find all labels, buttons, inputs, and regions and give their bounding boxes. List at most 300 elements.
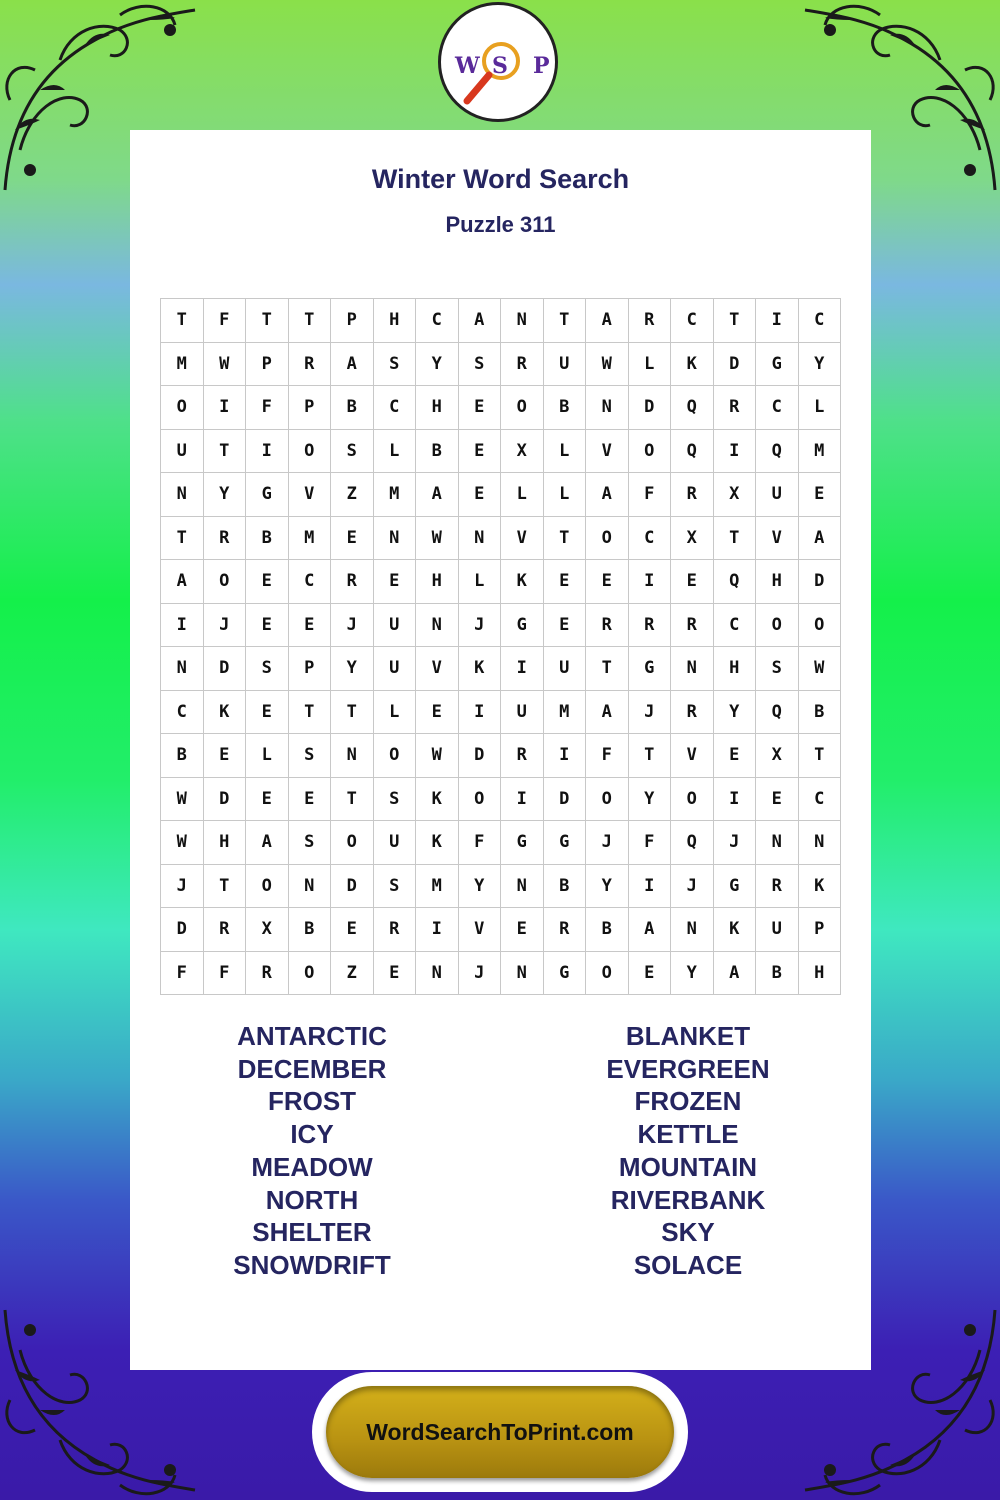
grid-cell[interactable]: D	[543, 777, 586, 821]
grid-row	[161, 690, 841, 734]
grid-row	[161, 603, 841, 647]
grid-cell[interactable]: E	[458, 473, 501, 517]
grid-cell[interactable]: O	[373, 734, 416, 778]
grid-cell[interactable]: Q	[756, 429, 799, 473]
grid-cell[interactable]: X	[713, 473, 756, 517]
grid-cell[interactable]: J	[458, 951, 501, 995]
grid-cell[interactable]: T	[288, 299, 331, 343]
grid-cell[interactable]: A	[246, 821, 289, 865]
grid-cell[interactable]: T	[543, 299, 586, 343]
grid-cell[interactable]: N	[288, 864, 331, 908]
grid-cell[interactable]: T	[713, 516, 756, 560]
grid-cell[interactable]: B	[543, 864, 586, 908]
grid-cell[interactable]: E	[373, 951, 416, 995]
grid-cell[interactable]: B	[246, 516, 289, 560]
grid-cell[interactable]: T	[543, 516, 586, 560]
word-list-item: RIVERBANK	[610, 1184, 766, 1215]
grid-cell[interactable]: R	[671, 690, 714, 734]
grid-cell[interactable]: O	[203, 560, 246, 604]
grid-cell[interactable]: T	[798, 734, 841, 778]
grid-cell[interactable]: Q	[671, 821, 714, 865]
word-list-item: SOLACE	[633, 1249, 743, 1280]
grid-cell[interactable]: N	[161, 647, 204, 691]
grid-cell[interactable]: B	[288, 908, 331, 952]
grid-cell[interactable]: D	[331, 864, 374, 908]
grid-cell[interactable]: U	[756, 908, 799, 952]
grid-cell[interactable]: E	[246, 560, 289, 604]
grid-cell[interactable]: M	[288, 516, 331, 560]
grid-cell[interactable]: E	[458, 386, 501, 430]
grid-cell[interactable]: G	[246, 473, 289, 517]
word-list-item: SNOWDRIFT	[233, 1249, 391, 1280]
grid-cell[interactable]: E	[543, 603, 586, 647]
grid-cell[interactable]: P	[798, 908, 841, 952]
logo-letter-s: S	[492, 53, 508, 79]
grid-cell[interactable]: F	[246, 386, 289, 430]
grid-cell[interactable]: S	[756, 647, 799, 691]
grid-cell[interactable]: U	[501, 690, 544, 734]
grid-cell[interactable]: I	[246, 429, 289, 473]
grid-cell[interactable]: N	[416, 951, 459, 995]
grid-cell[interactable]: Q	[671, 429, 714, 473]
grid-row	[161, 734, 841, 778]
letter-grid	[160, 298, 841, 995]
grid-cell[interactable]: I	[713, 429, 756, 473]
grid-cell[interactable]: D	[203, 647, 246, 691]
grid-cell[interactable]: F	[628, 821, 671, 865]
grid-row	[161, 299, 841, 343]
grid-cell[interactable]: I	[628, 560, 671, 604]
grid-cell[interactable]: X	[246, 908, 289, 952]
grid-cell[interactable]: N	[501, 951, 544, 995]
grid-row	[161, 473, 841, 517]
grid-cell[interactable]: J	[628, 690, 671, 734]
grid-cell[interactable]: A	[628, 908, 671, 952]
grid-cell[interactable]: R	[543, 908, 586, 952]
word-list-item: ANTARCTIC	[237, 1021, 387, 1051]
grid-cell[interactable]: P	[288, 386, 331, 430]
grid-cell[interactable]: H	[373, 299, 416, 343]
grid-cell[interactable]: W	[203, 342, 246, 386]
grid-cell[interactable]: T	[713, 299, 756, 343]
website-link-button[interactable]: WordSearchToPrint.com	[326, 1386, 674, 1478]
grid-row	[161, 647, 841, 691]
grid-cell[interactable]: K	[203, 690, 246, 734]
word-list-item: ICY	[290, 1119, 334, 1150]
grid-cell[interactable]: T	[628, 734, 671, 778]
grid-cell[interactable]: X	[671, 516, 714, 560]
grid-cell[interactable]: O	[246, 864, 289, 908]
grid-cell[interactable]: A	[586, 473, 629, 517]
grid-cell[interactable]: E	[203, 734, 246, 778]
grid-cell[interactable]: S	[288, 821, 331, 865]
grid-cell[interactable]: Y	[586, 864, 629, 908]
grid-cell[interactable]: O	[586, 951, 629, 995]
grid-cell[interactable]: E	[246, 777, 289, 821]
grid-cell[interactable]: R	[501, 734, 544, 778]
grid-cell[interactable]: O	[671, 777, 714, 821]
grid-cell[interactable]: T	[203, 864, 246, 908]
grid-cell[interactable]: F	[458, 821, 501, 865]
grid-cell[interactable]: F	[586, 734, 629, 778]
grid-cell[interactable]: J	[671, 864, 714, 908]
grid-cell[interactable]: S	[373, 342, 416, 386]
grid-row	[161, 777, 841, 821]
grid-cell[interactable]: I	[416, 908, 459, 952]
grid-cell[interactable]: H	[756, 560, 799, 604]
grid-cell[interactable]: L	[373, 690, 416, 734]
grid-cell[interactable]: C	[288, 560, 331, 604]
grid-cell[interactable]: N	[458, 516, 501, 560]
grid-cell[interactable]: A	[586, 299, 629, 343]
grid-cell[interactable]: L	[628, 342, 671, 386]
grid-cell[interactable]: E	[713, 734, 756, 778]
word-list-item: NORTH	[265, 1184, 359, 1215]
grid-cell[interactable]: R	[628, 603, 671, 647]
grid-cell[interactable]: E	[331, 908, 374, 952]
grid-cell[interactable]: N	[373, 516, 416, 560]
grid-cell[interactable]: C	[713, 603, 756, 647]
grid-cell[interactable]: L	[246, 734, 289, 778]
grid-cell[interactable]: A	[713, 951, 756, 995]
grid-cell[interactable]: T	[203, 429, 246, 473]
grid-cell[interactable]: W	[798, 647, 841, 691]
grid-cell[interactable]: E	[501, 908, 544, 952]
grid-cell[interactable]: J	[586, 821, 629, 865]
grid-cell[interactable]: N	[501, 864, 544, 908]
grid-cell[interactable]: R	[331, 560, 374, 604]
word-list-item: MEADOW	[251, 1151, 373, 1182]
grid-cell[interactable]: U	[373, 647, 416, 691]
grid-cell[interactable]: I	[543, 734, 586, 778]
grid-row	[161, 864, 841, 908]
grid-cell[interactable]: Q	[756, 690, 799, 734]
grid-cell[interactable]: N	[671, 647, 714, 691]
grid-cell[interactable]: I	[628, 864, 671, 908]
grid-cell[interactable]: R	[203, 516, 246, 560]
puzzle-title: Winter Word Search	[371, 164, 630, 194]
grid-cell[interactable]: I	[458, 690, 501, 734]
grid-cell[interactable]: Y	[203, 473, 246, 517]
grid-cell[interactable]: J	[203, 603, 246, 647]
grid-cell[interactable]: R	[756, 864, 799, 908]
grid-cell[interactable]: S	[373, 777, 416, 821]
grid-cell[interactable]: E	[756, 777, 799, 821]
grid-cell[interactable]: C	[798, 299, 841, 343]
grid-cell[interactable]: H	[416, 386, 459, 430]
grid-cell[interactable]: M	[373, 473, 416, 517]
grid-cell[interactable]: F	[628, 473, 671, 517]
grid-cell[interactable]: Z	[331, 951, 374, 995]
grid-cell[interactable]: C	[798, 777, 841, 821]
grid-cell[interactable]: U	[161, 429, 204, 473]
grid-cell[interactable]: P	[246, 342, 289, 386]
grid-cell[interactable]: H	[416, 560, 459, 604]
grid-row	[161, 951, 841, 995]
grid-cell[interactable]: I	[203, 386, 246, 430]
grid-cell[interactable]: I	[756, 299, 799, 343]
grid-cell[interactable]: C	[161, 690, 204, 734]
grid-cell[interactable]: K	[416, 821, 459, 865]
grid-cell[interactable]: O	[501, 386, 544, 430]
grid-cell[interactable]: R	[713, 386, 756, 430]
grid-cell[interactable]: R	[628, 299, 671, 343]
grid-cell[interactable]: G	[543, 821, 586, 865]
grid-cell[interactable]: Y	[671, 951, 714, 995]
grid-cell[interactable]: E	[331, 516, 374, 560]
grid-cell[interactable]: E	[373, 560, 416, 604]
grid-cell[interactable]: E	[543, 560, 586, 604]
grid-cell[interactable]: W	[416, 516, 459, 560]
grid-cell[interactable]: Y	[628, 777, 671, 821]
grid-cell[interactable]: F	[203, 951, 246, 995]
grid-cell[interactable]: H	[713, 647, 756, 691]
grid-cell[interactable]: T	[331, 690, 374, 734]
grid-cell[interactable]: K	[713, 908, 756, 952]
grid-cell[interactable]: H	[798, 951, 841, 995]
grid-cell[interactable]: B	[543, 386, 586, 430]
grid-cell[interactable]: C	[373, 386, 416, 430]
grid-cell[interactable]: S	[373, 864, 416, 908]
grid-cell[interactable]: O	[458, 777, 501, 821]
grid-cell[interactable]: E	[628, 951, 671, 995]
grid-cell[interactable]: E	[246, 690, 289, 734]
grid-cell[interactable]: G	[756, 342, 799, 386]
grid-cell[interactable]: L	[543, 473, 586, 517]
grid-cell[interactable]: N	[586, 386, 629, 430]
grid-cell[interactable]: V	[501, 516, 544, 560]
grid-cell[interactable]: D	[713, 342, 756, 386]
grid-cell[interactable]: O	[161, 386, 204, 430]
grid-cell[interactable]: T	[161, 516, 204, 560]
word-list-left-column	[162, 1020, 462, 1282]
grid-cell[interactable]: R	[586, 603, 629, 647]
word-list-item: DECEMBER	[237, 1053, 387, 1084]
grid-cell[interactable]: O	[331, 821, 374, 865]
grid-cell[interactable]: A	[161, 560, 204, 604]
grid-cell[interactable]: Y	[331, 647, 374, 691]
grid-cell[interactable]: J	[161, 864, 204, 908]
grid-cell[interactable]: I	[501, 647, 544, 691]
grid-cell[interactable]: N	[671, 908, 714, 952]
grid-cell[interactable]: T	[586, 647, 629, 691]
word-list-item: MOUNTAIN	[618, 1151, 758, 1182]
grid-cell[interactable]: E	[288, 603, 331, 647]
grid-cell[interactable]: R	[373, 908, 416, 952]
grid-cell[interactable]: C	[416, 299, 459, 343]
grid-cell[interactable]: R	[288, 342, 331, 386]
grid-cell[interactable]: G	[501, 603, 544, 647]
grid-row	[161, 821, 841, 865]
grid-cell[interactable]: W	[586, 342, 629, 386]
grid-cell[interactable]: K	[798, 864, 841, 908]
grid-cell[interactable]: A	[416, 473, 459, 517]
grid-cell[interactable]: G	[628, 647, 671, 691]
grid-cell[interactable]: C	[756, 386, 799, 430]
grid-cell[interactable]: J	[713, 821, 756, 865]
puzzle-card	[130, 130, 871, 1370]
grid-cell[interactable]: K	[458, 647, 501, 691]
grid-cell[interactable]: N	[161, 473, 204, 517]
grid-cell[interactable]: B	[586, 908, 629, 952]
grid-cell[interactable]: P	[331, 299, 374, 343]
grid-cell[interactable]: V	[458, 908, 501, 952]
grid-cell[interactable]: X	[501, 429, 544, 473]
grid-cell[interactable]: K	[671, 342, 714, 386]
grid-cell[interactable]: U	[543, 647, 586, 691]
grid-cell[interactable]: L	[798, 386, 841, 430]
grid-cell[interactable]: N	[756, 821, 799, 865]
grid-cell[interactable]: E	[416, 690, 459, 734]
grid-cell[interactable]: Y	[458, 864, 501, 908]
grid-cell[interactable]: S	[458, 342, 501, 386]
grid-cell[interactable]: E	[458, 429, 501, 473]
grid-cell[interactable]: D	[161, 908, 204, 952]
grid-cell[interactable]: T	[246, 299, 289, 343]
wsp-logo[interactable]	[438, 2, 558, 122]
grid-cell[interactable]: M	[543, 690, 586, 734]
grid-cell[interactable]: N	[501, 299, 544, 343]
word-list-item: FROST	[267, 1086, 357, 1117]
grid-cell[interactable]: T	[288, 690, 331, 734]
grid-cell[interactable]: T	[161, 299, 204, 343]
grid-cell[interactable]: G	[543, 951, 586, 995]
grid-cell[interactable]: Y	[416, 342, 459, 386]
grid-cell[interactable]: P	[288, 647, 331, 691]
grid-cell[interactable]: I	[501, 777, 544, 821]
word-list-item: EVERGREEN	[606, 1053, 770, 1084]
grid-cell[interactable]: A	[331, 342, 374, 386]
grid-row	[161, 342, 841, 386]
grid-cell[interactable]: E	[671, 560, 714, 604]
footer-badge	[312, 1372, 688, 1492]
grid-cell[interactable]: N	[416, 603, 459, 647]
grid-row	[161, 908, 841, 952]
grid-cell[interactable]: M	[416, 864, 459, 908]
grid-cell[interactable]: L	[458, 560, 501, 604]
grid-cell[interactable]: B	[756, 951, 799, 995]
grid-cell[interactable]: F	[203, 299, 246, 343]
grid-cell[interactable]: O	[628, 429, 671, 473]
grid-cell[interactable]: B	[331, 386, 374, 430]
word-list-item: KETTLE	[637, 1119, 739, 1150]
grid-cell[interactable]: B	[161, 734, 204, 778]
grid-cell[interactable]: C	[628, 516, 671, 560]
grid-cell[interactable]: R	[671, 473, 714, 517]
grid-cell[interactable]: I	[161, 603, 204, 647]
grid-cell[interactable]: U	[373, 821, 416, 865]
grid-cell[interactable]: L	[543, 429, 586, 473]
grid-cell[interactable]: D	[458, 734, 501, 778]
grid-cell[interactable]: D	[203, 777, 246, 821]
grid-row	[161, 516, 841, 560]
grid-cell[interactable]: R	[501, 342, 544, 386]
grid-cell[interactable]: O	[798, 603, 841, 647]
grid-cell[interactable]: B	[416, 429, 459, 473]
grid-cell[interactable]: V	[288, 473, 331, 517]
word-list-right-column	[538, 1020, 838, 1282]
grid-cell[interactable]: A	[458, 299, 501, 343]
grid-cell[interactable]: M	[798, 429, 841, 473]
grid-cell[interactable]: I	[713, 777, 756, 821]
grid-cell[interactable]: Z	[331, 473, 374, 517]
word-list-item: FROZEN	[634, 1086, 742, 1117]
grid-cell[interactable]: X	[756, 734, 799, 778]
grid-row	[161, 560, 841, 604]
grid-cell[interactable]: S	[331, 429, 374, 473]
grid-cell[interactable]: Y	[798, 342, 841, 386]
grid-cell[interactable]: A	[586, 690, 629, 734]
grid-cell[interactable]: C	[671, 299, 714, 343]
word-list-item: SKY	[661, 1217, 715, 1248]
grid-cell[interactable]: D	[628, 386, 671, 430]
grid-cell[interactable]: D	[798, 560, 841, 604]
grid-cell[interactable]: O	[756, 603, 799, 647]
grid-cell[interactable]: L	[501, 473, 544, 517]
grid-cell[interactable]: O	[288, 429, 331, 473]
grid-cell[interactable]: O	[586, 516, 629, 560]
grid-cell[interactable]: R	[246, 951, 289, 995]
grid-cell[interactable]: S	[246, 647, 289, 691]
word-list-item: BLANKET	[625, 1021, 751, 1051]
grid-cell[interactable]: O	[586, 777, 629, 821]
grid-cell[interactable]: H	[203, 821, 246, 865]
grid-cell[interactable]: E	[246, 603, 289, 647]
grid-cell[interactable]: S	[288, 734, 331, 778]
grid-cell[interactable]: W	[416, 734, 459, 778]
grid-cell[interactable]: T	[331, 777, 374, 821]
grid-cell[interactable]: W	[161, 821, 204, 865]
grid-cell[interactable]: R	[203, 908, 246, 952]
logo-letter-p: P	[533, 53, 550, 79]
grid-row	[161, 386, 841, 430]
grid-cell[interactable]: W	[161, 777, 204, 821]
grid-cell[interactable]: N	[798, 821, 841, 865]
grid-cell[interactable]: B	[798, 690, 841, 734]
grid-cell[interactable]: J	[331, 603, 374, 647]
grid-cell[interactable]: E	[288, 777, 331, 821]
grid-cell[interactable]: Y	[713, 690, 756, 734]
grid-row	[161, 429, 841, 473]
grid-cell[interactable]: E	[798, 473, 841, 517]
grid-cell[interactable]: R	[671, 603, 714, 647]
grid-cell[interactable]: Q	[713, 560, 756, 604]
grid-cell[interactable]: Q	[671, 386, 714, 430]
grid-cell[interactable]: K	[416, 777, 459, 821]
grid-cell[interactable]: L	[373, 429, 416, 473]
grid-cell[interactable]: N	[331, 734, 374, 778]
grid-cell[interactable]: E	[586, 560, 629, 604]
word-list-item: SHELTER	[252, 1217, 372, 1248]
puzzle-number: Puzzle 311	[445, 212, 556, 237]
grid-cell[interactable]: V	[756, 516, 799, 560]
grid-cell[interactable]: U	[373, 603, 416, 647]
grid-cell[interactable]: V	[416, 647, 459, 691]
grid-cell[interactable]: G	[501, 821, 544, 865]
grid-cell[interactable]: K	[501, 560, 544, 604]
grid-cell[interactable]: A	[798, 516, 841, 560]
grid-cell[interactable]: G	[713, 864, 756, 908]
grid-cell[interactable]: U	[756, 473, 799, 517]
logo-letter-w: W	[455, 53, 480, 79]
grid-cell[interactable]: O	[288, 951, 331, 995]
grid-cell[interactable]: V	[671, 734, 714, 778]
grid-cell[interactable]: U	[543, 342, 586, 386]
grid-cell[interactable]: J	[458, 603, 501, 647]
grid-cell[interactable]: V	[586, 429, 629, 473]
grid-cell[interactable]: M	[161, 342, 204, 386]
grid-cell[interactable]: F	[161, 951, 204, 995]
